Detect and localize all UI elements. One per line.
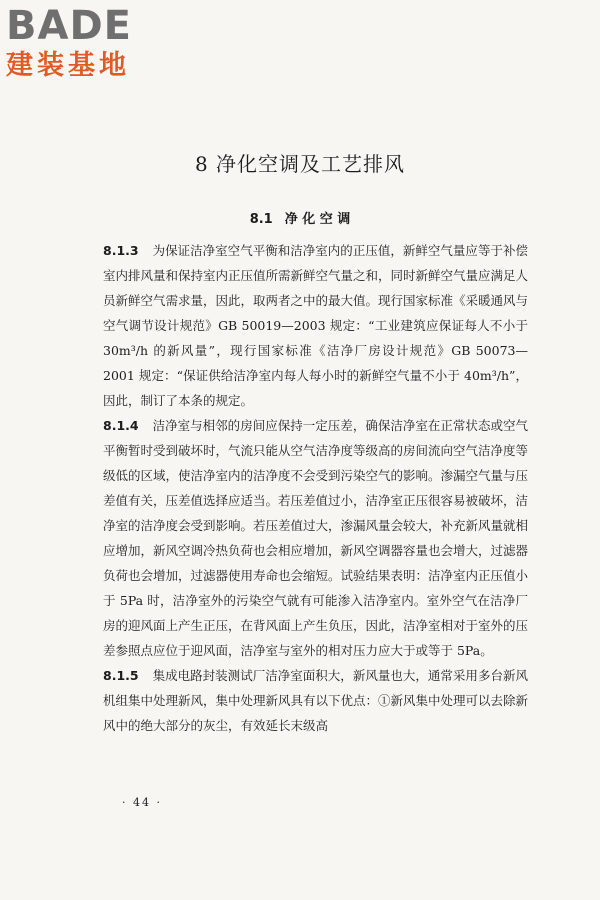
paragraph-text: 为保证洁净室空气平衡和洁净室内的正压值，新鲜空气量应等于补偿室内排风量和保持室内正压值所需新鲜空气量之和，同时新鲜空气量应满足人员新鲜空气需求量，因此，取两者之中的最大值。现行国家标准《采暖通风与空气调节设计规范》GB 50019—2003 规定：“工业建筑应保证每人不小于 30m³/h 的新风量”，现行国家标准《洁净厂房设计规范》GB 50073—2001 规定：“保证供给洁净室内每人每小时的新鲜空气量不小于 40m³/h”，因此，制订了本条的规定。 [103, 243, 529, 408]
paragraph-number: 8.1.4 [103, 418, 139, 433]
paragraph-text: 洁净室与相邻的房间应保持一定压差，确保洁净室在正常状态或空气平衡暂时受到破坏时，气流只能从空气洁净度等级高的房间流向空气洁净度等级低的区域，使洁净室内的洁净度不会受到污染空气的影响。渗漏空气量与压差值有关，压差值选择应适当。若压差值过小，洁净室正压很容易被破坏，洁净室的洁净度会受到影响。若压差值过大，渗漏风量会较大，补充新风量就相应增加，新风空调冷热负荷也会相应增加，新风空调器容量也会增大，过滤器负荷也会增加，过滤器使用寿命也会缩短。试验结果表明：洁净室内正压值小于 5Pa 时，洁净室外的污染空气就有可能渗入洁净室内。室外空气在洁净厂房的迎风面上产生正压，在背风面上产生负压，因此，洁净室相对于室外的压差参照点应位于迎风面，洁净室与室外的相对压力应大于或等于 5Pa。 [103, 418, 529, 658]
logo-subtitle: 建装基地 [6, 50, 130, 81]
logo [6, 4, 176, 82]
chapter-title: 8 净化空调及工艺排风 [194, 152, 406, 176]
section-title [0, 208, 600, 227]
body-text [103, 238, 528, 738]
paragraph-8-1-3 [103, 238, 528, 413]
section-number: 8.1 [249, 212, 273, 227]
paragraph-number: 8.1.5 [103, 668, 139, 683]
paragraph-text: 集成电路封装测试厂洁净室面积大，新风量也大，通常采用多台新风机组集中处理新风，集中处理新风具有以下优点：①新风集中处理可以去除新风中的绝大部分的灰尘，有效延长末级高 [103, 668, 529, 733]
page-number: · 44 · [122, 796, 162, 809]
logo-wordmark: BADE [6, 3, 132, 49]
paragraph-8-1-4 [103, 413, 528, 663]
paragraph-8-1-5 [103, 663, 528, 738]
paragraph-number: 8.1.3 [103, 243, 139, 258]
section-heading: 净 化 空 调 [284, 212, 351, 227]
